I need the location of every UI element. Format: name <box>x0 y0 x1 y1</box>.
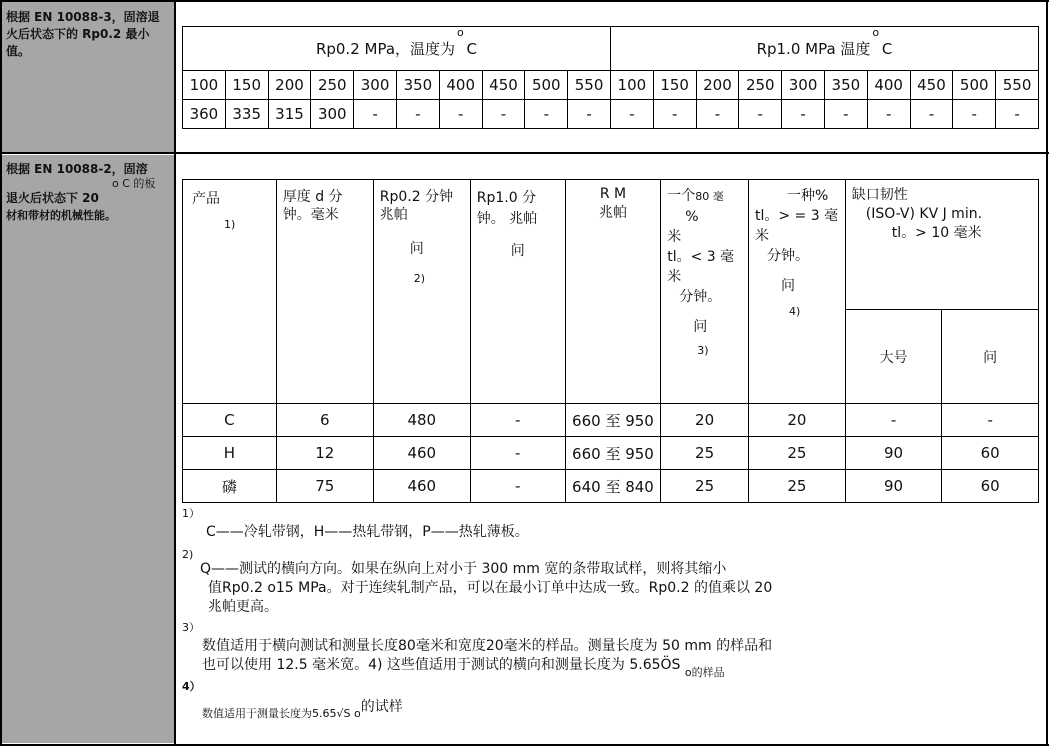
temperature-cell: 200 <box>696 71 739 100</box>
temperature-cell: 450 <box>910 71 953 100</box>
section1-label: 根据 EN 10088-3，固溶退火后状态下的 Rp0.2 最小值。 <box>6 10 160 58</box>
temperature-cell: 100 <box>183 71 226 100</box>
table-row <box>183 404 1039 437</box>
value-cell: - <box>354 100 397 129</box>
temperature-cell: 300 <box>354 71 397 100</box>
value-cell: - <box>525 100 568 129</box>
cell-rp02: 460 <box>373 437 470 470</box>
cell-kv-q: 60 <box>942 437 1039 470</box>
value-cell: - <box>653 100 696 129</box>
temperature-cell: 250 <box>739 71 782 100</box>
temperature-cell: 500 <box>953 71 996 100</box>
value-cell: 300 <box>311 100 354 129</box>
temperature-cell: 250 <box>311 71 354 100</box>
cell-a80: 20 <box>661 404 749 437</box>
header-rp02: Rp0.2 分钟 兆帕 问 2) <box>373 180 470 404</box>
value-cell: - <box>568 100 611 129</box>
header-elongation-a: 一种% tl。> = 3 毫 米 分钟。 问 4) <box>748 180 845 404</box>
cell-product: H <box>183 437 277 470</box>
temperature-cell: 150 <box>653 71 696 100</box>
value-cell: - <box>610 100 653 129</box>
rp02-header: Rp0.2 MPa，温度为$^o$ C <box>183 27 611 71</box>
frame-mid <box>0 152 1049 154</box>
cell-a80: 25 <box>661 470 749 503</box>
label-column-bottom <box>2 155 174 743</box>
cell-rp10: - <box>470 404 565 437</box>
cell-a: 20 <box>748 404 845 437</box>
cell-kv-l: 90 <box>845 437 942 470</box>
footnote-2-line1: Q——测试的横向方向。如果在纵向上对小于 300 mm 宽的条带取试样，则将其缩小 <box>200 561 727 577</box>
temperature-cell: 200 <box>268 71 311 100</box>
section2-label: 根据 EN 10088-2，固溶 o C 的板 退火后状态下 20 材和带材的机械性能。 <box>6 162 156 222</box>
cell-thickness: 75 <box>276 470 373 503</box>
footnote-2-line2: 值Rp0.2 o15 MPa。对于连续轧制产品，可以在最小订单中达成一致。Rp0.2 的值乘以 20 <box>208 580 773 596</box>
temperature-cell: 550 <box>568 71 611 100</box>
temperature-cell: 350 <box>824 71 867 100</box>
value-cell: 315 <box>268 100 311 129</box>
cell-rp02: 460 <box>373 470 470 503</box>
temperature-cell: 300 <box>782 71 825 100</box>
value-row <box>183 100 1039 129</box>
header-rm: R M 兆帕 <box>565 180 661 404</box>
value-cell: - <box>396 100 439 129</box>
temperature-cell: 150 <box>225 71 268 100</box>
frame-divider <box>174 0 176 746</box>
temperature-cell: 350 <box>396 71 439 100</box>
value-cell: - <box>696 100 739 129</box>
cell-thickness: 6 <box>276 404 373 437</box>
cell-kv-l: 90 <box>845 470 942 503</box>
cell-product: C <box>183 404 277 437</box>
rp10-header: Rp1.0 MPa 温度$^o$ C <box>610 27 1038 71</box>
cell-rp10: - <box>470 437 565 470</box>
temperature-cell: 100 <box>610 71 653 100</box>
cell-thickness: 12 <box>276 437 373 470</box>
value-cell: - <box>782 100 825 129</box>
temperature-row <box>183 71 1039 100</box>
footnotes: 1） C——冷轧带钢，H——热轧带钢，P——热轧薄板。 2) Q——测试的横向方向。如果在纵向上对小于 300 mm 宽的条带取试样，则将其缩小 值Rp0.2 o15 MPa。对于连续轧制产品，可以在最小订单中达成一致。Rp0.2 的值乘以 20 兆帕更高。 3） 数值适用于横向测试和测量长度80毫米和宽度20毫米的样品。测量长度为 50 mm 的样品和 也可以使用 12.5 毫米宽。4) 这些值适用于测试的横向和测量长度为 5.65ÖS $_{o的样品}$ 4） $_{数值适用于测量长度为5.65√S o}$的试样 <box>182 504 1042 717</box>
cell-rm: 640 至 840 <box>565 470 661 503</box>
header-product: 产品 1) <box>183 180 277 404</box>
temperature-cell: 450 <box>482 71 525 100</box>
value-cell: - <box>996 100 1039 129</box>
header-notch-toughness: 缺口韧性 (ISO-V) KV J min. tl。> 10 毫米 <box>845 180 1038 310</box>
header-kv-large: 大号 <box>845 310 942 404</box>
cell-rm: 660 至 950 <box>565 437 661 470</box>
table-row <box>183 437 1039 470</box>
footnote-3-line1: 数值适用于横向测试和测量长度80毫米和宽度20毫米的样品。测量长度为 50 mm 的样品和 <box>202 638 773 654</box>
table-row <box>183 470 1039 503</box>
value-cell: - <box>739 100 782 129</box>
header-elongation-a80: 一个80 毫 % 米 tl。< 3 毫 米 分钟。 问 3) <box>661 180 749 404</box>
cell-rp02: 480 <box>373 404 470 437</box>
frame-left <box>0 0 2 746</box>
cell-a: 25 <box>748 437 845 470</box>
value-cell: - <box>439 100 482 129</box>
header-rp10: Rp1.0 分钟。 兆帕 问 <box>470 180 565 404</box>
value-cell: - <box>482 100 525 129</box>
cell-kv-l: - <box>845 404 942 437</box>
value-cell: - <box>867 100 910 129</box>
value-cell: - <box>953 100 996 129</box>
value-cell: 335 <box>225 100 268 129</box>
cell-rp10: - <box>470 470 565 503</box>
temperature-cell: 400 <box>867 71 910 100</box>
temperature-cell: 550 <box>996 71 1039 100</box>
value-cell: - <box>824 100 867 129</box>
frame-right <box>1046 0 1048 746</box>
cell-a: 25 <box>748 470 845 503</box>
temperature-cell: 500 <box>525 71 568 100</box>
footnote-3-line2: 也可以使用 12.5 毫米宽。4) 这些值适用于测试的横向和测量长度为 5.65ÖS $_{o的样品}$ <box>202 657 725 679</box>
cell-kv-q: - <box>942 404 1039 437</box>
frame-top <box>0 0 1049 2</box>
value-cell: - <box>910 100 953 129</box>
cell-product: 磷 <box>183 470 277 503</box>
header-thickness: 厚度 d 分钟。毫米 <box>276 180 373 404</box>
rp-temperature-table <box>182 26 1039 129</box>
mechanical-properties-table <box>182 179 1039 503</box>
value-cell: 360 <box>183 100 226 129</box>
cell-kv-q: 60 <box>942 470 1039 503</box>
footnote-2-line3: 兆帕更高。 <box>208 599 278 615</box>
footnote-4: $_{数值适用于测量长度为5.65√S o}$的试样 <box>202 699 403 720</box>
cell-a80: 25 <box>661 437 749 470</box>
footnote-1: C——冷轧带钢，H——热轧带钢，P——热轧薄板。 <box>206 524 529 540</box>
cell-rm: 660 至 950 <box>565 404 661 437</box>
header-kv-q: 问 <box>942 310 1039 404</box>
temperature-cell: 400 <box>439 71 482 100</box>
